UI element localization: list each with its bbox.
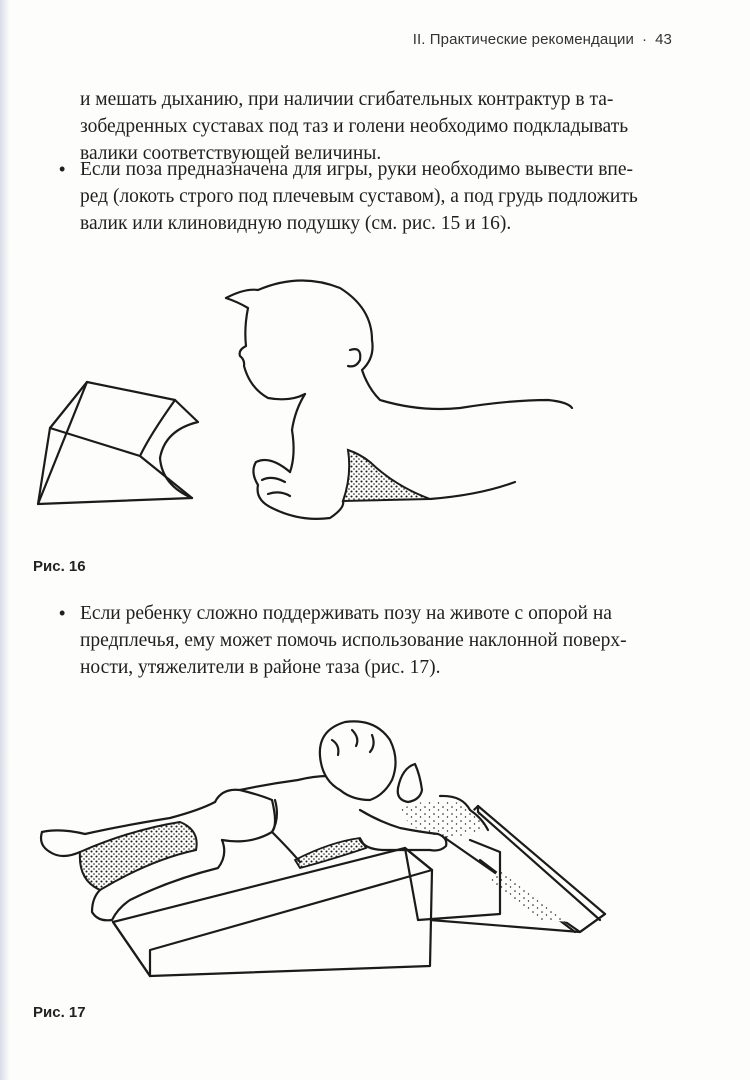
text-line: Если поза предназначена для игры, руки необходимо вывести впе- <box>80 159 633 180</box>
bullet-marker: • <box>59 603 66 623</box>
bullet-paragraph-play-pose <box>59 156 655 237</box>
header-section-title: II. Практические рекомендации <box>412 31 634 48</box>
text-line: предплечья, ему может помочь использование наклонной поверх- <box>80 630 627 651</box>
header-separator: · <box>642 31 648 48</box>
text-line: валики соответствующей величины. <box>80 143 382 164</box>
text-line: зобедренных суставах под таз и голени необходимо подкладывать <box>80 116 629 137</box>
bullet-marker: • <box>59 159 66 179</box>
figure-17-illustration <box>0 700 750 990</box>
wedge-pillow-icon <box>38 382 198 504</box>
figure-17-caption: Рис. 17 <box>33 1004 86 1021</box>
text-line: и мешать дыханию, при наличии сгибательных контрактур в та- <box>80 89 614 110</box>
child-lying-prone-icon <box>226 280 572 518</box>
page-number: 43 <box>655 31 672 48</box>
text-line: Если ребенку сложно поддерживать позу на животе с опорой на <box>80 603 612 624</box>
figure-16-caption: Рис. 16 <box>33 558 86 575</box>
paragraph-continuation <box>80 86 655 167</box>
text-line: валик или клиновидную подушку (см. рис. 15 и 16). <box>80 213 512 234</box>
text-line: ности, утяжелители в районе таза (рис. 17). <box>80 657 441 678</box>
running-header <box>413 31 672 48</box>
figure-16-illustration <box>0 250 750 540</box>
text-line: ред (локоть строго под плечевым суставом), а под грудь подложить <box>80 186 638 207</box>
bullet-paragraph-inclined-surface <box>59 600 655 681</box>
